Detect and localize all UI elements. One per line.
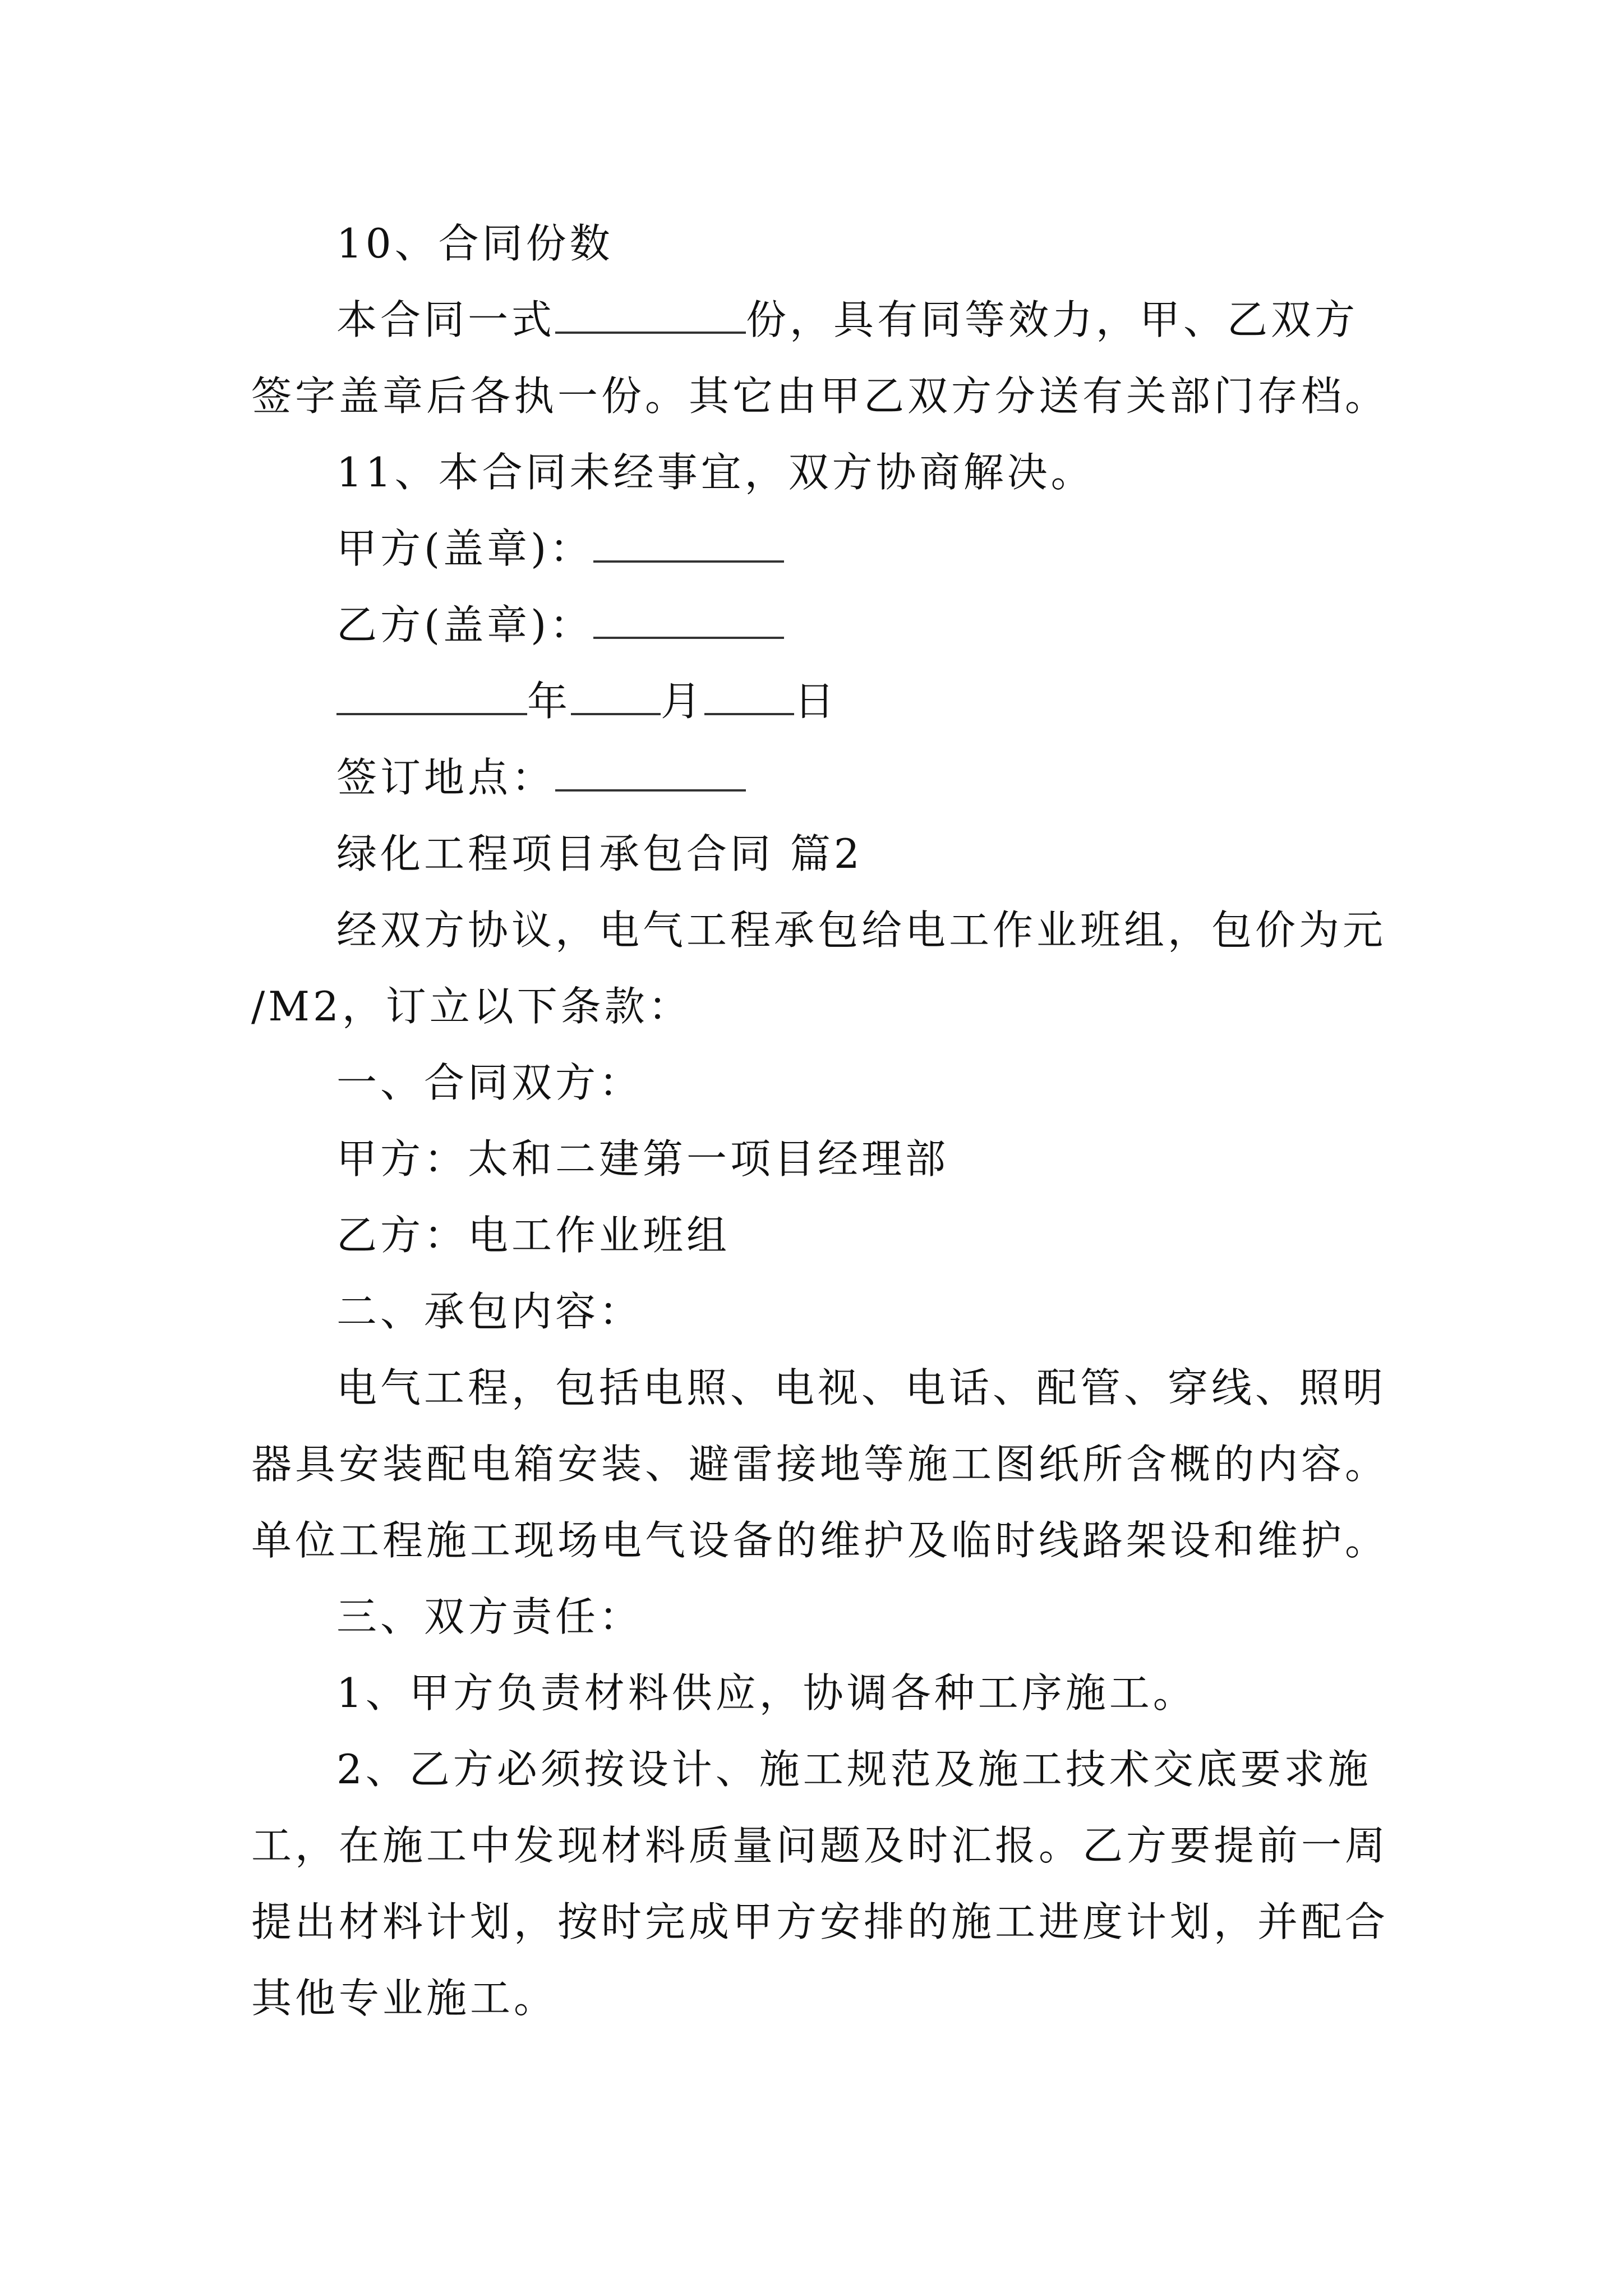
heading-parties: 一、合同双方： — [336, 1059, 643, 1106]
scope-line-2: 器具安装配电箱安装、避雷接地等施工图纸所含概的内容。 — [251, 1441, 1389, 1488]
year-blank — [336, 679, 527, 715]
duty-2-line-1: 2、乙方必须按设计、施工规范及施工技术交底要求施 — [336, 1746, 1372, 1793]
party-a: 甲方：太和二建第一项目经理部 — [336, 1135, 949, 1182]
signing-place-line — [336, 752, 1399, 803]
year-label: 年 — [527, 678, 571, 725]
party-a-seal-line — [336, 523, 1399, 574]
party-b-seal-blank — [593, 603, 784, 639]
heading-responsibilities: 三、双方责任： — [336, 1593, 643, 1640]
intro-line-2: /M2，订立以下条款： — [251, 983, 692, 1030]
section-10-heading: 10、合同份数 — [336, 220, 614, 267]
copies-text-after: 份，具有同等效力，甲、乙双方 — [746, 296, 1359, 343]
section-11: 11、本合同未经事宜，双方协商解决。 — [336, 449, 1095, 496]
duty-1: 1、甲方负责材料供应，协调各种工序施工。 — [336, 1669, 1197, 1717]
signing-date-line — [336, 675, 1399, 727]
heading-scope: 二、承包内容： — [336, 1288, 643, 1335]
duty-2-line-2: 工，在施工中发现材料质量问题及时汇报。乙方要提前一周 — [251, 1822, 1389, 1869]
copies-blank — [555, 298, 746, 334]
section-10-paragraph-line-2: 签字盖章后各执一份。其它由甲乙双方分送有关部门存档。 — [251, 372, 1389, 420]
signing-place-label: 签订地点： — [336, 754, 556, 801]
month-label: 月 — [661, 678, 705, 725]
party-a-seal-label: 甲方(盖章)： — [336, 525, 594, 572]
month-blank — [571, 679, 661, 715]
scope-line-1: 电气工程，包括电照、电视、电话、配管、穿线、照明 — [336, 1364, 1387, 1411]
party-b-seal-label: 乙方(盖章)： — [336, 601, 594, 648]
party-b-seal-line — [336, 599, 1399, 651]
party-b: 乙方：电工作业班组 — [336, 1212, 731, 1259]
scope-line-3: 单位工程施工现场电气设备的维护及临时线路架设和维护。 — [251, 1517, 1389, 1564]
day-label: 日 — [794, 678, 838, 725]
day-blank — [704, 679, 794, 715]
contract-2-title: 绿化工程项目承包合同 篇2 — [336, 830, 863, 877]
copies-text-before: 本合同一式 — [336, 296, 556, 343]
party-a-seal-blank — [593, 527, 784, 563]
duty-2-line-3: 提出材料计划，按时完成甲方安排的施工进度计划，并配合 — [251, 1898, 1389, 1945]
signing-place-blank — [555, 756, 746, 792]
duty-2-line-4: 其他专业施工。 — [251, 1975, 558, 2022]
section-10-paragraph-line-1 — [336, 294, 1399, 346]
intro-line-1: 经双方协议，电气工程承包给电工作业班组，包价为元 — [336, 907, 1387, 954]
